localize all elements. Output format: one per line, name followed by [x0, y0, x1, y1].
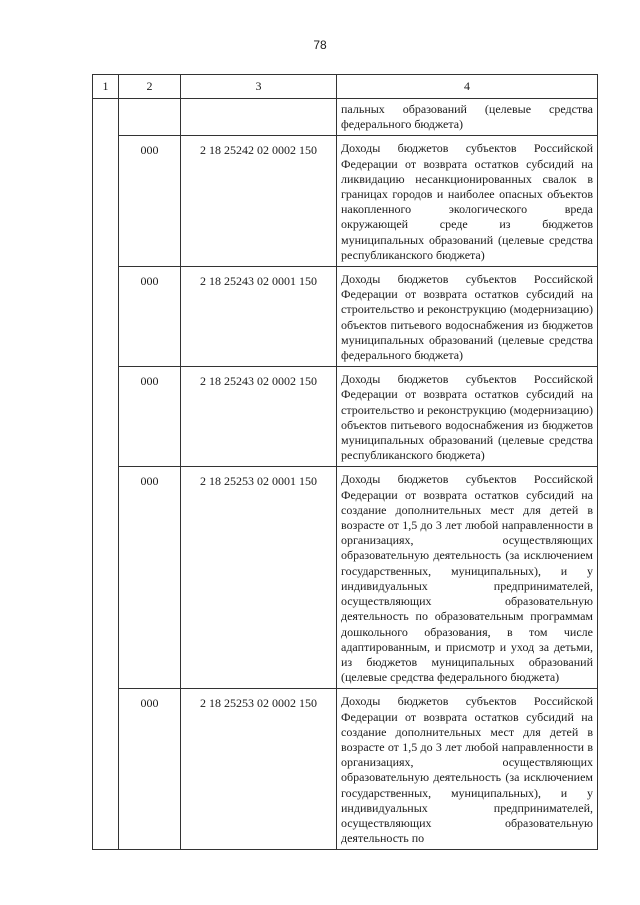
description-cell: Доходы бюджетов субъектов Российской Федерации от возврата остатков субсидий на создание дополнительных мест для детей в возрасте от 1,5 до 3 лет любой направленности в организациях, осуществляющих образовательную деятельность (за исключением государственных, муниципальных), и у индивидуальных предпринимателей, осуществляющих образовательную деятельность по образовательным программам дошкольного образования, в том числе адаптированным, и присмотр и уход за детьми, из бюджетов муниципальных образований (целевые средства федерального бюджета) [337, 467, 598, 689]
admin-code-cell: 000 [119, 267, 181, 367]
revenue-code-cell: 2 18 25253 02 0002 150 [181, 689, 337, 850]
table-row [93, 136, 598, 267]
revenue-codes-table [92, 74, 598, 850]
column-header-4: 4 [337, 75, 598, 99]
admin-code-cell: 000 [119, 367, 181, 467]
column-header-2: 2 [119, 75, 181, 99]
table-row-continued [93, 99, 598, 136]
revenue-code-cell: 2 18 25242 02 0002 150 [181, 136, 337, 267]
page-number: 78 [313, 38, 327, 52]
revenue-code-cell [181, 99, 337, 136]
table-header-row [93, 75, 598, 99]
column-header-1: 1 [93, 75, 119, 99]
revenue-code-cell: 2 18 25243 02 0001 150 [181, 267, 337, 367]
table-row [93, 467, 598, 689]
table-row [93, 367, 598, 467]
admin-code-cell [119, 99, 181, 136]
description-cell: Доходы бюджетов субъектов Российской Федерации от возврата остатков субсидий на создание дополнительных мест для детей в возрасте от 1,5 до 3 лет любой направленности в организациях, осуществляющих образовательную деятельность (за исключением государственных, муниципальных), и у индивидуальных предпринимателей, осуществляющих образовательную деятельность по [337, 689, 598, 850]
description-cell: Доходы бюджетов субъектов Российской Федерации от возврата остатков субсидий на строительство и реконструкцию (модернизацию) объектов питьевого водоснабжения из бюджетов муниципальных образований (целевые средства республиканского бюджета) [337, 367, 598, 467]
admin-code-cell: 000 [119, 136, 181, 267]
admin-code-cell: 000 [119, 689, 181, 850]
description-cell: Доходы бюджетов субъектов Российской Федерации от возврата остатков субсидий на ликвидацию несанкционированных свалок в границах городов и наиболее опасных объектов накопленного экологического вреда окружающей среде из бюджетов муниципальных образований (целевые средства республиканского бюджета) [337, 136, 598, 267]
table-row [93, 267, 598, 367]
description-cell: пальных образований (целевые средства федерального бюджета) [337, 99, 598, 136]
table-row [93, 689, 598, 850]
revenue-code-cell: 2 18 25243 02 0002 150 [181, 367, 337, 467]
revenue-code-cell: 2 18 25253 02 0001 150 [181, 467, 337, 689]
description-cell: Доходы бюджетов субъектов Российской Федерации от возврата остатков субсидий на строительство и реконструкцию (модернизацию) объектов питьевого водоснабжения из бюджетов муниципальных образований (целевые средства федерального бюджета) [337, 267, 598, 367]
row-number-cell [93, 99, 119, 850]
column-header-3: 3 [181, 75, 337, 99]
admin-code-cell: 000 [119, 467, 181, 689]
